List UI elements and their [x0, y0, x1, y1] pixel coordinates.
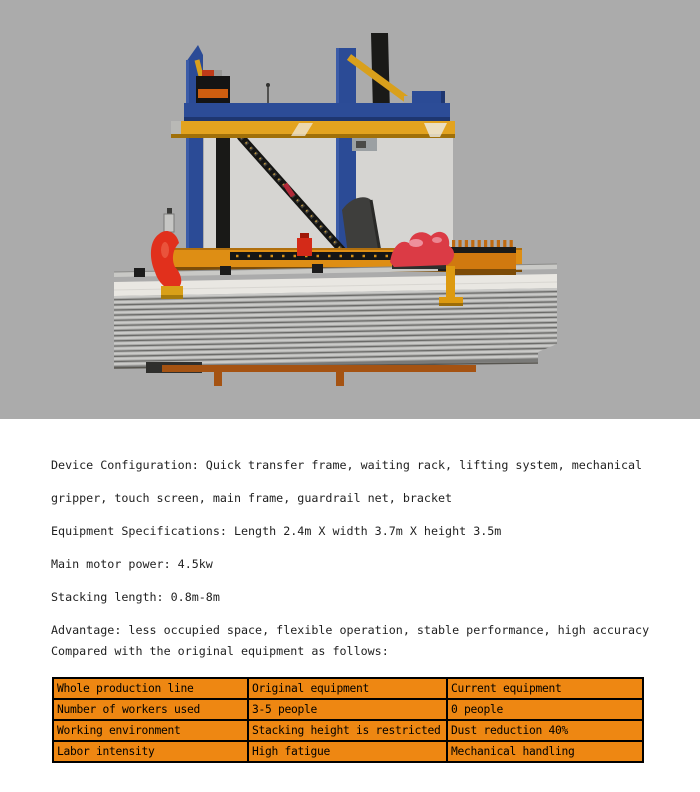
table-row	[53, 699, 643, 720]
description-line: Device Configuration: Quick transfer frame, waiting rack, lifting system, mechanical	[51, 458, 643, 472]
table-cell: Number of workers used	[53, 699, 248, 720]
table-row	[53, 720, 643, 741]
table-cell: 0 people	[447, 699, 643, 720]
table-cell: High fatigue	[248, 741, 447, 762]
description-line: Stacking length: 0.8m-8m	[51, 590, 220, 604]
table-cell: Working environment	[53, 720, 248, 741]
table-header-cell: Whole production line	[53, 678, 248, 699]
table-row	[53, 678, 643, 699]
table-cell: 3-5 people	[248, 699, 447, 720]
table-header-cell: Current equipment	[447, 678, 643, 699]
table-cell: Mechanical handling	[447, 741, 643, 762]
description-line: Equipment Specifications: Length 2.4m X width 3.7m X height 3.5m	[51, 524, 502, 538]
description-line: Compared with the original equipment as follows:	[51, 644, 389, 658]
table-cell: Dust reduction 40%	[447, 720, 643, 741]
description-line: gripper, touch screen, main frame, guardrail net, bracket	[51, 491, 453, 505]
table-header-cell: Original equipment	[248, 678, 447, 699]
description-line: Advantage: less occupied space, flexible operation, stable performance, high accuracy	[51, 623, 650, 637]
table-cell: Labor intensity	[53, 741, 248, 762]
comparison-table	[52, 677, 644, 763]
description-line: Main motor power: 4.5kw	[51, 557, 213, 571]
description-block	[51, 458, 671, 658]
table-row	[53, 741, 643, 762]
table-cell: Stacking height is restricted	[248, 720, 447, 741]
